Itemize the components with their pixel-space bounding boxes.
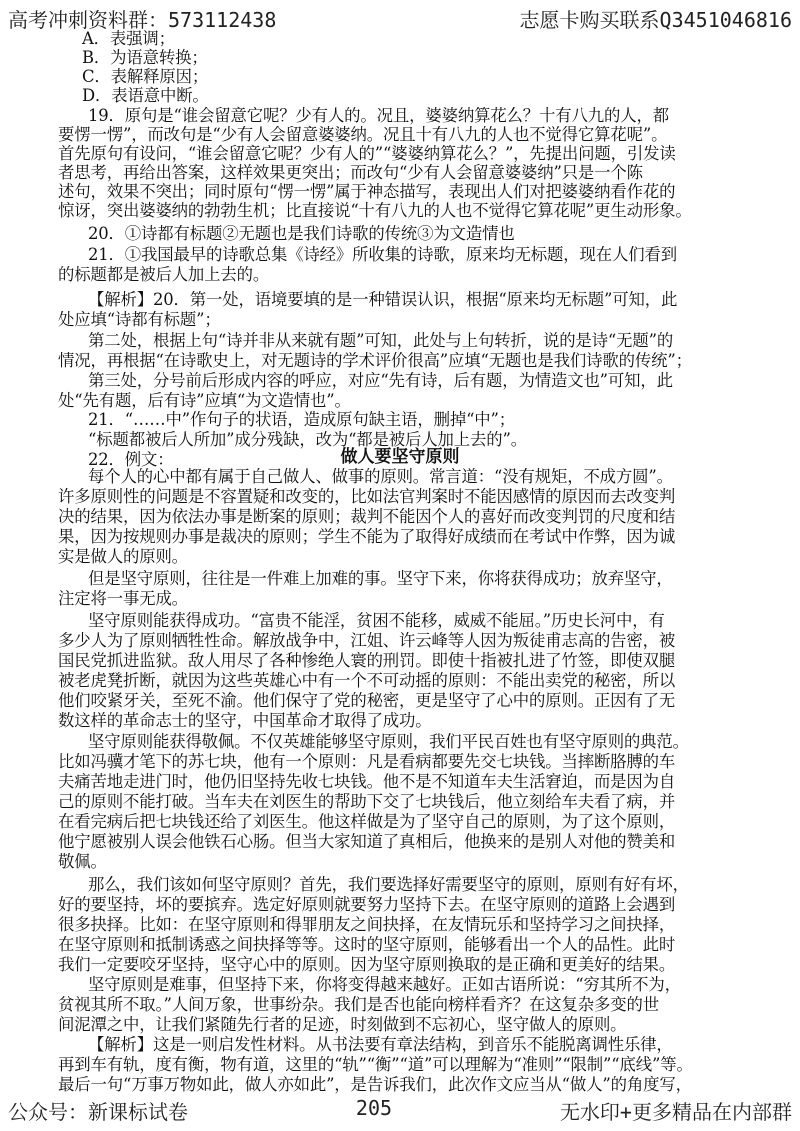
option-d: D．表语意中断。: [82, 86, 209, 105]
analysis-line: 【解析】这是一则启发性材料。从书法要有章法结构，到音乐不能脱离调性乐律，: [88, 1035, 673, 1054]
analysis-line: 情况，再根据“在诗歌史上，对无题诗的学术评价很高”应填“无题也是我们诗歌的传统”；: [58, 351, 692, 370]
essay-line: 很多抉择。比如：在坚守原则和得罪朋友之间抉择，在友情玩乐和坚持学习之间抉择，: [58, 915, 676, 934]
essay-line: 坚守原则能获得成功。“富贵不能淫，贫困不能移，威威不能屈。”历史长河中，有: [88, 611, 665, 630]
analysis-line: 第二处，根据上句“诗并非从来就有题”可知，此处与上句转折，说的是诗“无题”的: [88, 331, 674, 350]
essay-title: 做人要坚守原则: [340, 447, 460, 467]
answer-20-line: 20．①诗都有标题②无题也是我们诗歌的传统③为文造情也: [88, 224, 515, 243]
essay-line: 夫痛苦地走进门时，他仍旧坚持先收七块钱。他不是不知道车夫生活窘迫，而是因为自: [58, 772, 676, 791]
analysis-line: 处应填“诗都有标题”；: [58, 310, 221, 329]
answer-19-line: 首先原句有设问，“谁会留意它呢？少有人的”“婆婆纳算花么？”，先提出问题，引发读: [58, 144, 676, 163]
example-essay-label: 22．例文：: [88, 450, 174, 469]
essay-line: 贫视其所不取。”人间万象，世事纷杂。我们是否也能向榜样看齐？在这复杂多变的世: [58, 995, 659, 1014]
essay-line: 那么，我们该如何坚守原则？首先，我们要选择好需要坚守的原则，原则有好有坏，: [88, 875, 689, 894]
analysis-line: 第三处，分号前后形成内容的呼应，对应“先有诗，后有题，为情造文也”可知，此: [88, 371, 673, 390]
analysis-line: 21．“……中”作句子的状语，造成原句缺主语，删掉“中”；: [88, 410, 516, 429]
essay-line: 己的原则不能打破。当车夫在刘医生的帮助下交了七块钱后，他立刻给车夫看了病，并: [58, 792, 676, 811]
essay-line: 每个人的心中都有属于自己做人、做事的原则。常言道：“没有规矩，不成方圆”。: [88, 467, 673, 486]
answer-19-line: 述句，效果不突出；同时原句“愣一愣”属于神态描写，表现出人们对把婆婆纳看作花的: [58, 182, 676, 201]
option-b: B．为语意转换；: [82, 48, 208, 67]
essay-line: 注定将一事无成。: [58, 589, 188, 608]
essay-line: 在坚守原则和抵制诱惑之间抉择等等。这时的坚守原则，能够看出一个人的品性。此时: [58, 935, 676, 954]
essay-line: 比如冯骥才笔下的苏七块，他有一个原则：凡是看病都要先交七块钱。当摔断胳膊的车: [58, 752, 676, 771]
essay-line: 实是做人的原则。: [58, 547, 188, 566]
essay-line: 许多原则性的问题是不容置疑和改变的，比如法官判案时不能因感情的原因而去改变判: [58, 487, 676, 506]
header-right-text: 志愿卡购买联系Q3451046816: [519, 8, 792, 32]
essay-line: 他们咬紧牙关，至死不渝。他们保守了党的秘密，更是坚守了心中的原则。正因有了无: [58, 691, 676, 710]
analysis-line: 处“先有题，后有诗”应填“为文造情也”。: [58, 391, 351, 410]
essay-line: 好的要坚持，坏的要摈弃。选定好原则就要努力坚持下去。在坚守原则的道路上会遇到: [58, 895, 676, 914]
essay-line: 坚守原则能获得敬佩。不仅英雄能够坚守原则，我们平民百姓也有坚守原则的典范。: [88, 732, 689, 751]
answer-21-line: 21．①我国最早的诗歌总集《诗经》所收集的诗歌，原来均无标题，现在人们看到: [88, 245, 677, 264]
header-left-text: 高考冲刺资料群：573112438: [8, 8, 277, 32]
essay-line: 在看完病后把七块钱还给了刘医生。他这样做是为了坚守自己的原则，为了这个原则，: [58, 812, 676, 831]
essay-line: 我们一定要咬牙坚持，坚守心中的原则。因为坚守原则换取的是正确和更美好的结果。: [58, 955, 676, 974]
essay-line: 果，因为按规则办事是裁决的原则；学生不能为了取得好成绩而在考试中作弊，因为诚: [58, 527, 676, 546]
answer-19-line: 者思考，再给出答案，这样效果更突出；而改句“少有人会留意婆婆纳”只是一个陈: [58, 163, 643, 182]
analysis-line: “标题都被后人所加”成分残缺，改为“都是被后人加上去的”。: [88, 430, 527, 449]
essay-line: 数这样的革命志士的坚守，中国革命才取得了成功。: [58, 711, 432, 730]
answer-19-line: 19．原句是“谁会留意它呢？少有人的。况且，婆婆纳算花么？十有八九的人，都: [88, 106, 669, 125]
answer-19-line: 要愣一愣”，而改句是“少有人会留意婆婆纳。况且十有八九的人也不觉得它算花呢”。: [58, 125, 668, 144]
essay-line: 他宁愿被别人误会他铁石心肠。但当大家知道了真相后，他换来的是别人对他的赞美和: [58, 832, 676, 851]
essay-line: 决的结果，因为依法办事是断案的原则；裁判不能因个人的喜好而改变判罚的尺度和结: [58, 507, 676, 526]
option-a: A．表强调；: [82, 29, 175, 48]
essay-line: 国民党抓进监狱。敌人用尽了各种惨绝人寰的刑罚。即使十指被扎进了竹签，即使双腿: [58, 651, 676, 670]
answer-21-line: 的标题都是被后人加上去的。: [58, 265, 270, 284]
essay-line: 多少人为了原则牺牲性命。解放战争中，江姐、许云峰等人因为叛徒甫志高的告密，被: [58, 631, 676, 650]
page-number: 205: [355, 1096, 393, 1120]
page-footer: [8, 1096, 792, 1125]
option-c: C．表解释原因；: [82, 67, 209, 86]
essay-line: 被老虎凳折断，就因为这些英雄心中有一个不可动摇的原则：不能出卖党的秘密，所以: [58, 671, 676, 690]
analysis-last-line: 最后一句“万事万物如此，做人亦如此”，是告诉我们，此次作文应当从“做人”的角度写，: [58, 1075, 692, 1094]
essay-line: 间泥潭之中，让我们紧随先行者的足迹，时刻做到不忘初心，坚守做人的原则。: [58, 1015, 627, 1034]
analysis-line: 再到车有轨，度有衡，物有道，这里的“轨”“衡”“道”可以理解为“准则”“限制”“底线”等。: [58, 1055, 693, 1074]
answer-19-line: 惊讶，突出婆婆纳的勃勃生机；比直接说“十有八九的人也不觉得它算花呢”更生动形象。: [58, 201, 692, 220]
analysis-line: 【解析】20．第一处，语境要填的是一种错误认识，根据“原来均无标题”可知，此: [88, 290, 678, 309]
essay-line: 坚守原则是难事，但坚持下来，你将变得越来越好。正如古语所说：“穷其所不为，: [88, 975, 681, 994]
essay-line: 敬佩。: [58, 852, 107, 871]
footer-left-text: 公众号：新课标试卷: [8, 1100, 188, 1124]
footer-right-text: 无水印+更多精品在内部群: [559, 1100, 792, 1124]
essay-line: 但是坚守原则，往往是一件难上加难的事。坚守下来，你将获得成功；放弃坚守，: [88, 569, 673, 588]
